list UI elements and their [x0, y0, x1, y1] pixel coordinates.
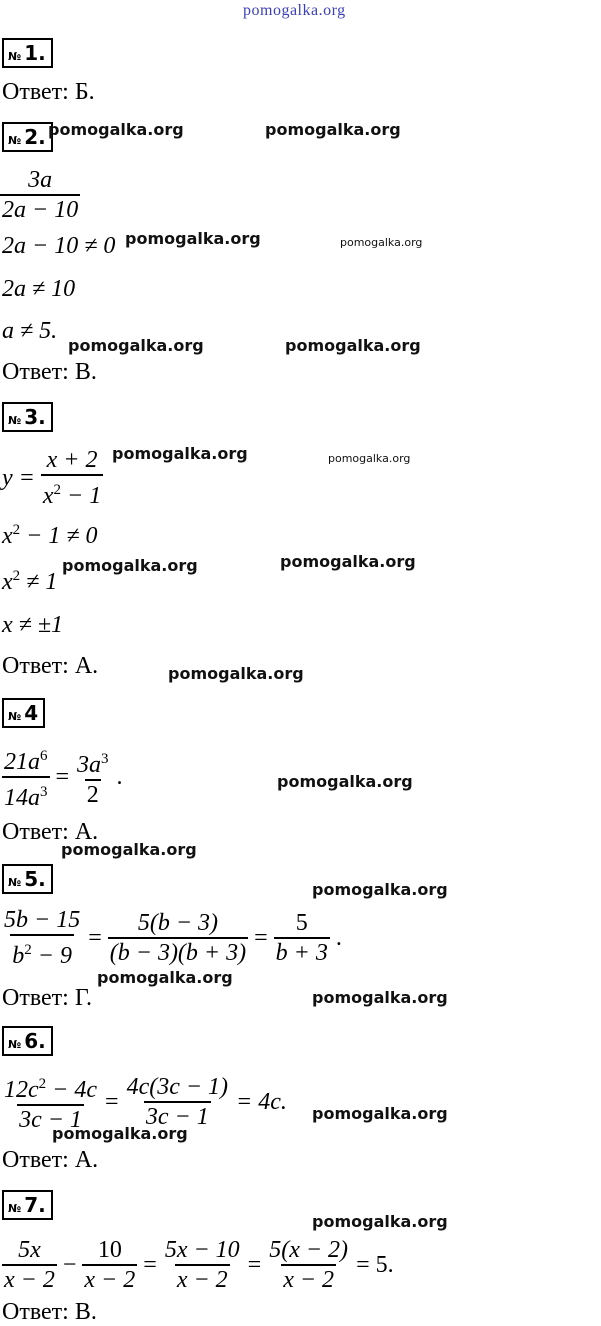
- problem-7-number: № 7.: [2, 1190, 53, 1220]
- problem-5-number: № 5.: [2, 864, 53, 894]
- p3-line2: $x^2 \ne 1$: [2, 568, 58, 595]
- watermark: pomogalka.org: [312, 1212, 448, 1231]
- watermark: pomogalka.org: [340, 236, 423, 249]
- watermark: pomogalka.org: [97, 968, 233, 987]
- problem-2-answer: Ответ: В.: [2, 359, 97, 385]
- problem-3-number: № 3.: [2, 402, 53, 432]
- problem-6-number: № 6.: [2, 1026, 53, 1056]
- p6-equation: $\frac{12c^2 - 4c}{3c - 1}$ = $\frac{4c(3c - 1)}{3c - 1}$ = 4c.: [4, 1074, 287, 1133]
- p3-line3: x ≠ ±1: [2, 612, 63, 638]
- problem-1-answer: Ответ: Б.: [2, 79, 95, 105]
- p3-equation: y = $\frac{x + 2}{x^2 - 1}$: [2, 447, 102, 509]
- problem-5-answer: Ответ: Г.: [2, 985, 92, 1011]
- watermark: pomogalka.org: [277, 772, 413, 791]
- watermark: pomogalka.org: [312, 880, 448, 899]
- p2-fraction: [0, 166, 80, 224]
- problem-4-number: № 4: [2, 698, 45, 728]
- problem-6-answer: Ответ: А.: [2, 1147, 99, 1173]
- watermark: pomogalka.org: [265, 120, 401, 139]
- p4-equation: $\frac{21a^6}{14a^3}$ = $\frac{3a^3}{2}$ .: [4, 748, 123, 811]
- watermark: pomogalka.org: [280, 552, 416, 571]
- watermark: pomogalka.org: [168, 664, 304, 683]
- p5-equation: $\frac{5b - 15}{b^2 - 9}$ = $\frac{5(b - 3)}{(b - 3)(b + 3)}$ = $\frac{5}{b + 3}$ .: [4, 907, 342, 969]
- watermark: pomogalka.org: [62, 556, 198, 575]
- p2-line1: 2a − 10 ≠ 0: [2, 233, 116, 259]
- watermark: pomogalka.org: [52, 1124, 188, 1143]
- p2-line3: a ≠ 5.: [2, 318, 58, 344]
- problem-4-answer: Ответ: А.: [2, 819, 99, 845]
- watermark: pomogalka.org: [48, 120, 184, 139]
- fraction-numerator: 3a: [28, 167, 53, 193]
- problem-3-answer: Ответ: А.: [2, 653, 99, 679]
- problem-2-number: № 2.: [2, 122, 53, 152]
- watermark: pomogalka.org: [112, 444, 248, 463]
- watermark: pomogalka.org: [61, 840, 197, 859]
- problem-7-answer: Ответ: В.: [2, 1299, 97, 1325]
- watermark: pomogalka.org: [125, 229, 261, 248]
- watermark: pomogalka.org: [312, 1104, 448, 1123]
- problem-1-number: № 1.: [2, 38, 53, 68]
- watermark: pomogalka.org: [68, 336, 204, 355]
- site-header: pomogalka.org: [243, 2, 346, 19]
- watermark: pomogalka.org: [328, 452, 411, 465]
- p2-line2: 2a ≠ 10: [2, 276, 76, 302]
- watermark: pomogalka.org: [312, 988, 448, 1007]
- p7-equation: $\frac{5x}{x - 2}$ − $\frac{10}{x - 2}$ = $\frac{5x - 10}{x - 2}$ = $\frac{5(x - 2)}{x - 2}$ = 5.: [4, 1237, 394, 1293]
- p3-line1: $x^2 - 1 \ne 0$: [2, 522, 98, 549]
- fraction-denominator: 2a − 10: [0, 194, 80, 224]
- watermark: pomogalka.org: [285, 336, 421, 355]
